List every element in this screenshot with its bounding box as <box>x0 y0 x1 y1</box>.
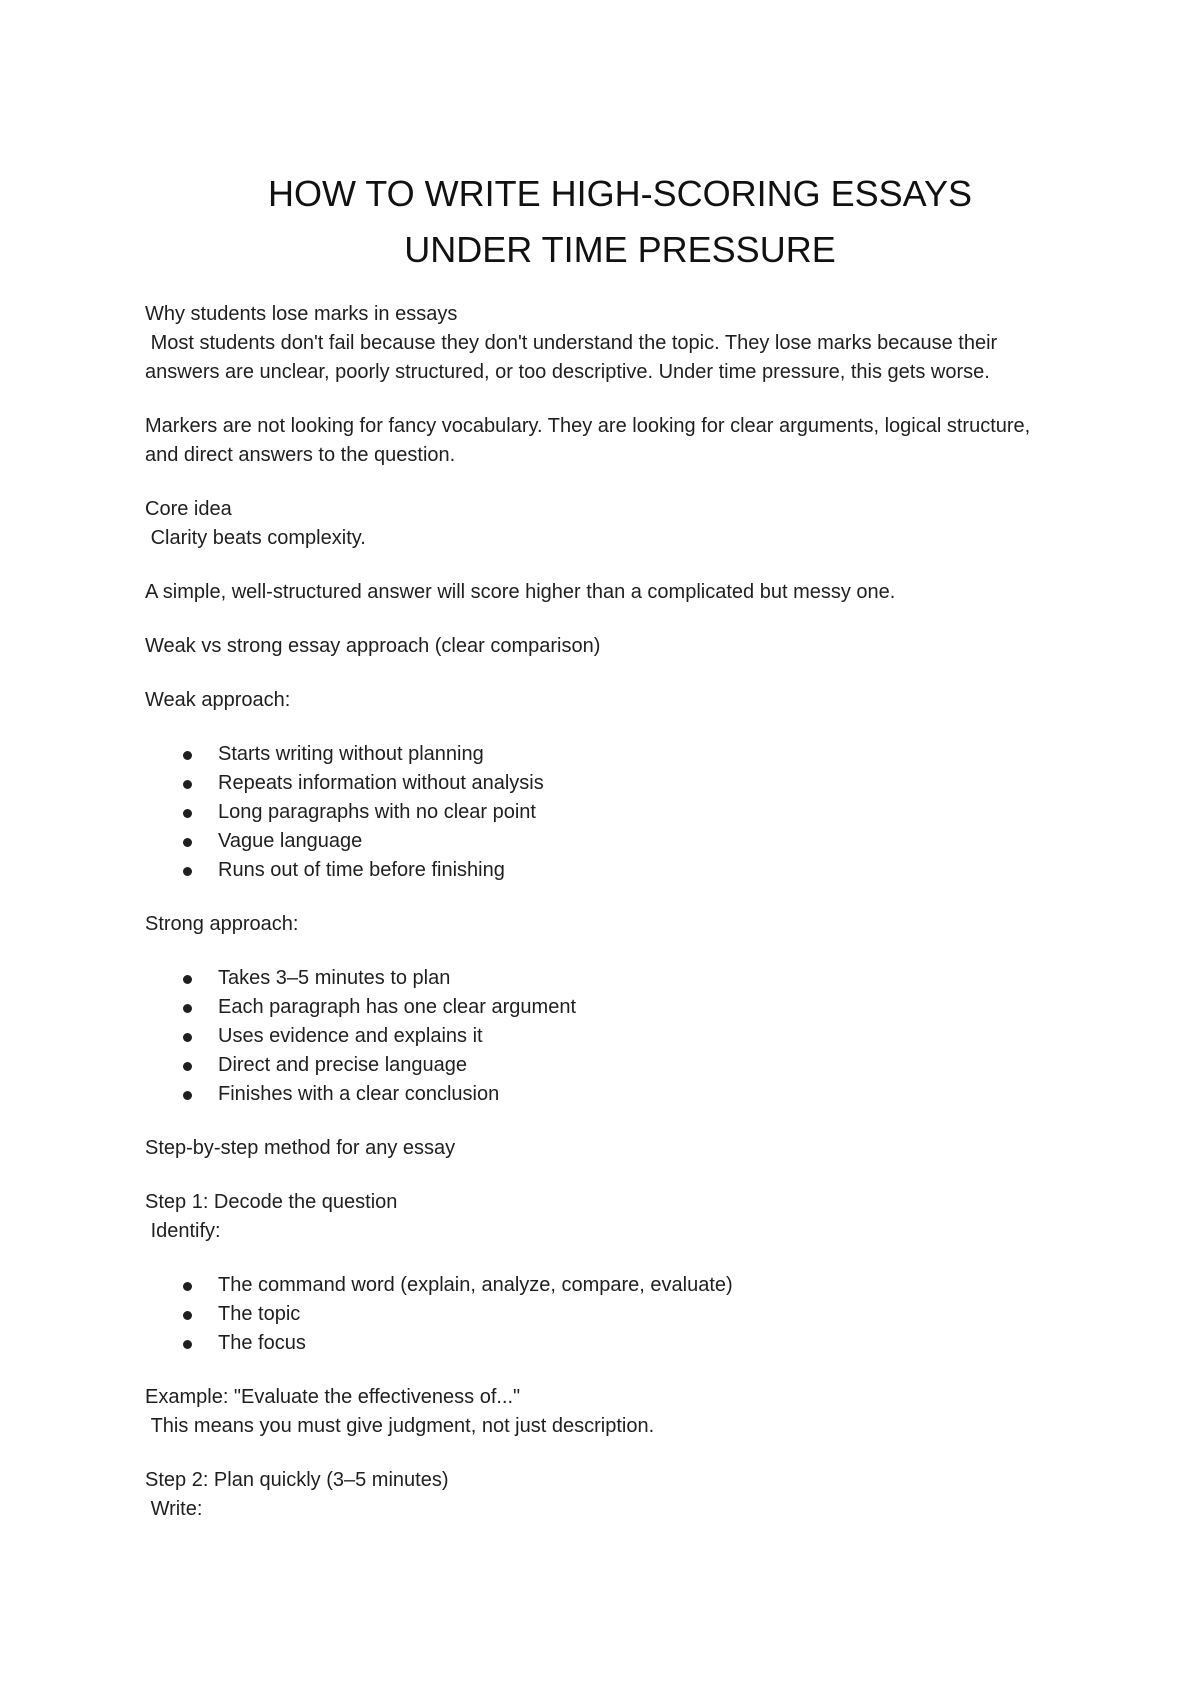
markers-paragraph: Markers are not looking for fancy vocabulary. They are looking for clear arguments, logical structure, and direct answers to the question. <box>145 415 1031 466</box>
step1-section <box>145 1188 1065 1246</box>
list-item: Vague language <box>218 827 1065 856</box>
example-line: Example: "Evaluate the effectiveness of..." <box>145 1386 521 1408</box>
list-item: The topic <box>218 1300 1065 1329</box>
simple-paragraph: A simple, well-structured answer will score higher than a complicated but messy one. <box>145 581 896 603</box>
method-heading: Step-by-step method for any essay <box>145 1137 456 1159</box>
example-body: This means you must give judgment, not just description. <box>145 1415 655 1437</box>
strong-list <box>145 964 1065 1109</box>
step1-heading: Step 1: Decode the question <box>145 1191 398 1213</box>
core-body: Clarity beats complexity. <box>145 527 366 549</box>
step1-list <box>145 1271 1065 1358</box>
step2-sub: Write: <box>145 1498 203 1520</box>
why-body: Most students don't fail because they don't understand the topic. They lose marks because their answers are unclear, poorly structured, or too descriptive. Under time pressure, this gets worse. <box>145 332 1003 383</box>
step2-section <box>145 1466 1065 1524</box>
core-heading: Core idea <box>145 498 232 520</box>
list-item: Starts writing without planning <box>218 740 1065 769</box>
document-title <box>140 166 1100 278</box>
why-heading: Why students lose marks in essays <box>145 303 458 325</box>
list-item: The command word (explain, analyze, compare, evaluate) <box>218 1271 1065 1300</box>
example-section <box>145 1383 1065 1441</box>
list-item: Long paragraphs with no clear point <box>218 798 1065 827</box>
list-item: Runs out of time before finishing <box>218 856 1065 885</box>
weak-heading: Weak approach: <box>145 689 291 711</box>
list-item: Each paragraph has one clear argument <box>218 993 1065 1022</box>
core-idea-section <box>145 495 1065 553</box>
comparison-heading: Weak vs strong essay approach (clear comparison) <box>145 635 601 657</box>
title-line-1: HOW TO WRITE HIGH-SCORING ESSAYS <box>267 173 973 214</box>
title-line-2: UNDER TIME PRESSURE <box>404 229 836 270</box>
document-body <box>145 300 1065 1549</box>
list-item: Takes 3–5 minutes to plan <box>218 964 1065 993</box>
list-item: Finishes with a clear conclusion <box>218 1080 1065 1109</box>
why-section <box>145 300 1065 387</box>
strong-heading: Strong approach: <box>145 913 299 935</box>
step1-sub: Identify: <box>145 1220 221 1242</box>
list-item: The focus <box>218 1329 1065 1358</box>
step2-heading: Step 2: Plan quickly (3–5 minutes) <box>145 1469 449 1491</box>
list-item: Repeats information without analysis <box>218 769 1065 798</box>
list-item: Uses evidence and explains it <box>218 1022 1065 1051</box>
list-item: Direct and precise language <box>218 1051 1065 1080</box>
weak-list <box>145 740 1065 885</box>
